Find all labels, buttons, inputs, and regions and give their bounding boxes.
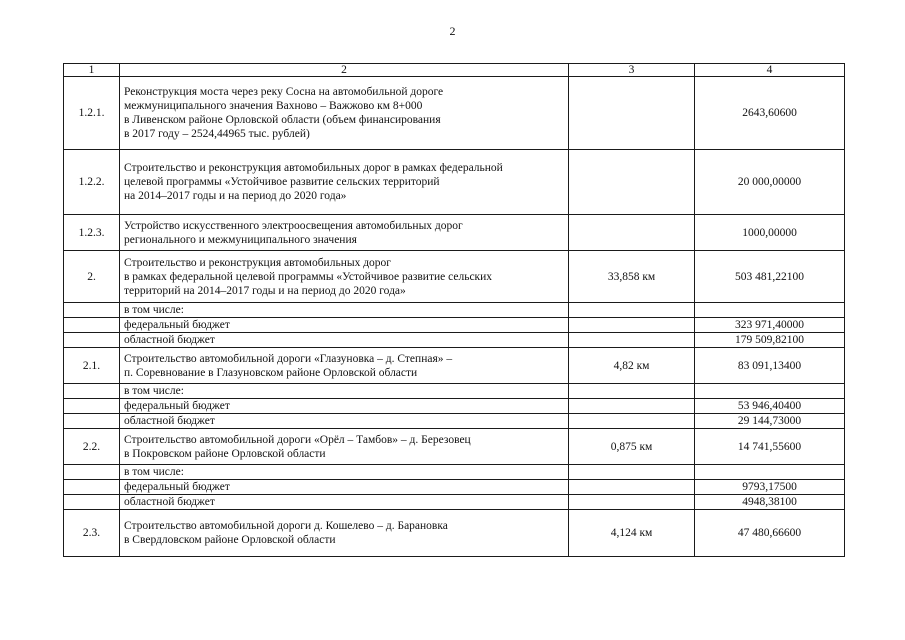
description-line: целевой программы «Устойчивое развитие сельских территорий [124,176,440,188]
column-header-3: 3 [569,64,695,77]
amount-cell: 20 000,00000 [695,150,845,215]
row-number-cell: 1.2.1. [64,77,120,150]
amount-cell: 323 971,40000 [695,318,845,333]
length-cell [569,150,695,215]
description-line: регионального и межмуниципального значения [124,233,357,246]
table-row [64,414,845,429]
description-cell [120,480,569,495]
amount-cell [695,303,845,318]
length-cell [569,333,695,348]
row-number-cell: 2. [64,251,120,303]
description-line: федеральный бюджет [124,319,230,331]
description-line: в Ливенском районе Орловской области (объем финансирования [124,114,441,126]
table-row [64,510,845,557]
description-cell [120,77,569,150]
page-number: 2 [449,24,456,38]
length-cell [569,318,695,333]
amount-cell [695,384,845,399]
description-cell [120,303,569,318]
table-row [64,348,845,384]
description-line: в Свердловском районе Орловской области [124,534,336,546]
amount-cell [695,465,845,480]
row-number-cell [64,414,120,429]
table-row [64,77,845,150]
amount-cell: 9793,17500 [695,480,845,495]
description-cell [120,429,569,465]
description-line: в том числе: [124,466,184,478]
length-cell: 0,875 км [569,429,695,465]
description-line: межмуниципального значения Вахново – Важжово км 8+000 [124,100,423,112]
length-cell [569,399,695,414]
amount-cell: 14 741,55600 [695,429,845,465]
length-cell [569,414,695,429]
description-line: в том числе: [124,304,184,316]
table-header-row [64,64,845,77]
row-number-cell: 1.2.3. [64,215,120,251]
amount-cell: 503 481,22100 [695,251,845,303]
row-number-cell: 2.1. [64,348,120,384]
row-number-cell [64,495,120,510]
length-cell: 33,858 км [569,251,695,303]
description-cell [120,465,569,480]
length-cell [569,384,695,399]
description-line: Строительство и реконструкция автомобильных дорог [124,256,392,269]
column-header-2: 2 [120,64,569,77]
length-cell [569,303,695,318]
description-line: в рамках федеральной целевой программы «Устойчивое развитие сельских [124,270,493,283]
amount-cell: 53 946,40400 [695,399,845,414]
table-row [64,495,845,510]
amount-cell: 2643,60600 [695,77,845,150]
row-number-cell: 1.2.2. [64,150,120,215]
length-cell [569,495,695,510]
row-number-cell: 2.3. [64,510,120,557]
description-cell [120,215,569,251]
description-line: Строительство автомобильной дороги «Глазуновка – д. Степная» – [124,352,453,365]
amount-cell: 4948,38100 [695,495,845,510]
description-cell [120,414,569,429]
description-cell [120,251,569,303]
row-number-cell [64,333,120,348]
length-cell [569,77,695,150]
description-line: Строительство автомобильной дороги «Орёл – Тамбов» – д. Березовец [124,433,471,446]
description-line: в 2017 году – 2524,44965 тыс. рублей) [124,128,310,140]
description-cell [120,495,569,510]
description-line: территорий на 2014–2017 годы и на период до 2020 года» [124,284,406,297]
row-number-cell: 2.2. [64,429,120,465]
row-number-cell [64,384,120,399]
description-line: в том числе: [124,385,184,397]
length-cell: 4,124 км [569,510,695,557]
description-line: Строительство автомобильной дороги д. Кошелево – д. Барановка [124,520,448,532]
description-line: областной бюджет [124,334,215,346]
length-cell: 4,82 км [569,348,695,384]
table-row [64,384,845,399]
row-number-cell [64,465,120,480]
table-row [64,399,845,414]
description-line: областной бюджет [124,415,215,427]
description-cell [120,318,569,333]
description-cell [120,399,569,414]
table-row [64,215,845,251]
row-number-cell [64,399,120,414]
description-line: Устройство искусственного электроосвещения автомобильных дорог [124,219,463,232]
description-line: Строительство и реконструкция автомобильных дорог в рамках федеральной [124,162,503,174]
table-row [64,480,845,495]
table-row [64,333,845,348]
row-number-cell [64,318,120,333]
budget-table [63,63,845,557]
column-header-1: 1 [64,64,120,77]
table-row [64,303,845,318]
column-header-4: 4 [695,64,845,77]
description-cell [120,510,569,557]
row-number-cell [64,480,120,495]
description-line: федеральный бюджет [124,400,230,412]
row-number-cell [64,303,120,318]
description-cell [120,348,569,384]
description-cell [120,150,569,215]
description-line: федеральный бюджет [124,481,230,493]
description-cell [120,333,569,348]
amount-cell: 179 509,82100 [695,333,845,348]
amount-cell: 47 480,66600 [695,510,845,557]
description-line: Реконструкция моста через реку Сосна на автомобильной дороге [124,86,444,98]
table-row [64,150,845,215]
description-line: областной бюджет [124,496,215,508]
length-cell [569,465,695,480]
table-row [64,465,845,480]
length-cell [569,480,695,495]
description-line: в Покровском районе Орловской области [124,447,326,460]
table-row [64,251,845,303]
amount-cell: 1000,00000 [695,215,845,251]
amount-cell: 29 144,73000 [695,414,845,429]
description-line: п. Соревнование в Глазуновском районе Орловской области [124,366,418,379]
description-line: на 2014–2017 годы и на период до 2020 года» [124,190,347,202]
amount-cell: 83 091,13400 [695,348,845,384]
table-row [64,318,845,333]
table-row [64,429,845,465]
description-cell [120,384,569,399]
length-cell [569,215,695,251]
